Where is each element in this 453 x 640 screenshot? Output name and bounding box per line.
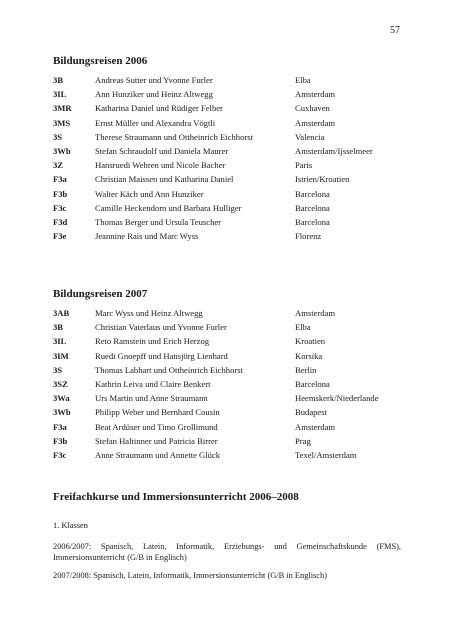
teachers: Urs Martin und Anne Straumann (95, 393, 208, 404)
class-code: 3IL (53, 89, 67, 100)
class-code: 3SZ (53, 379, 68, 390)
table-row (53, 363, 403, 377)
destination: Heemskerk/Niederlande (295, 393, 379, 404)
table-row (53, 201, 403, 215)
table-row (53, 229, 403, 243)
destination: Elba (295, 75, 311, 85)
teachers: Anne Straumann und Annette Glück (95, 450, 221, 461)
destination: Valencia (295, 131, 325, 142)
teachers: Ruedi Gnoepff und Hansjörg Lienhard (95, 350, 228, 361)
teachers: Christian Maissen und Katharina Daniel (95, 174, 234, 185)
destination: Budapest (295, 407, 327, 418)
class-code: 3MR (53, 103, 72, 114)
table-row (53, 448, 403, 462)
class-code: F3c (53, 202, 67, 213)
destination: Amsterdam (295, 421, 336, 432)
teachers: Katharina Daniel und Rüdiger Felber (95, 103, 223, 114)
class-code: 3IL (53, 336, 67, 347)
table-row (53, 187, 403, 201)
section-title: Bildungsreisen 2006 (53, 55, 148, 67)
class-code: F3e (53, 231, 67, 242)
teachers: Stefan Haltinner und Patricia Birrer (95, 435, 218, 446)
page-number: 57 (390, 25, 400, 36)
table-row (53, 306, 403, 320)
class-code: 3IM (53, 350, 69, 361)
destination: Barcelona (295, 217, 330, 228)
destination: Barcelona (295, 202, 330, 213)
teachers: Walter Käch und Ann Hunziker (95, 188, 204, 199)
destination: Prag (295, 435, 311, 446)
destination: Amsterdam (295, 117, 336, 128)
table-row (53, 73, 403, 87)
destination: Paris (295, 160, 313, 171)
class-code: 3Wa (53, 393, 70, 404)
table-row (53, 130, 403, 144)
class-code: 3Wb (53, 146, 71, 157)
teachers: Ann Hunziker und Heinz Altwegg (95, 89, 213, 100)
table-row (53, 215, 403, 229)
teachers: Jeannine Rais und Marc Wyss (95, 231, 199, 242)
trips-table (53, 306, 403, 462)
class-code: 3Wb (53, 407, 71, 418)
freifach-subheading: 1. Klassen (53, 521, 88, 530)
teachers: Marc Wyss und Heinz Altwegg (95, 308, 203, 318)
destination: Kroatien (295, 336, 326, 347)
destination: Amsterdam (295, 308, 336, 318)
class-code: F3a (53, 421, 67, 432)
table-row (53, 144, 403, 158)
class-code: F3d (53, 217, 68, 228)
class-code: F3c (53, 450, 67, 461)
teachers: Thomas Berger und Ursula Teuscher (95, 217, 222, 228)
teachers: Therese Straumann und Ottheinrich Eichhorst (95, 131, 253, 142)
section-bildungsreisen-2006 (53, 55, 403, 243)
destination: Amsterdam/Ijsselmeer (295, 146, 373, 157)
teachers: Christian Vaterlaus und Yvonne Furler (95, 322, 227, 333)
section-bildungsreisen-2007 (53, 288, 403, 462)
freifach-paragraph-2006: 2006/2007: Spanisch, Latein, Informatik, Erziehungs- und Gemeinschaftskunde (FMS), Immersionsunterricht (G/B in Englisch) (53, 542, 401, 562)
teachers: Kathrin Leiva und Claire Benkert (95, 379, 211, 390)
table-row (53, 101, 403, 115)
destination: Elba (295, 322, 311, 333)
freifach-title: Freifachkurse und Immersionsunterricht 2006–2008 (53, 491, 299, 503)
table-row (53, 334, 403, 348)
class-code: F3b (53, 188, 68, 199)
destination: Berlin (295, 364, 317, 375)
teachers: Philipp Weber und Bernhard Cousin (95, 407, 220, 418)
table-row (53, 116, 403, 130)
freifach-paragraph-2007: 2007/2008: Spanisch, Latein, Informatik, Immersionsunterricht (G/B in Englisch) (53, 571, 327, 580)
destination: Texel/Amsterdam (295, 450, 357, 461)
class-code: 3AB (53, 308, 70, 318)
section-title: Bildungsreisen 2007 (53, 288, 148, 300)
teachers: Beat Ardüser und Timo Grollimund (95, 421, 218, 432)
table-row (53, 172, 403, 186)
table-row (53, 320, 403, 334)
table-row (53, 349, 403, 363)
table-row (53, 391, 403, 405)
teachers: Thomas Labhart und Ottheinrich Eichhorst (95, 364, 243, 375)
destination: Istrien/Kroatien (295, 174, 350, 185)
class-code: 3S (53, 364, 63, 375)
destination: Barcelona (295, 379, 330, 390)
table-row (53, 434, 403, 448)
teachers: Stefan Schraudolf und Daniela Maurer (95, 146, 229, 157)
teachers: Andreas Sutter und Yvonne Furler (95, 75, 213, 85)
class-code: 3B (53, 322, 64, 333)
class-code: 3B (53, 75, 64, 85)
table-row (53, 420, 403, 434)
teachers: Ernst Müller und Alexandra Vögtli (95, 117, 216, 128)
table-row (53, 158, 403, 172)
destination: Amsterdam (295, 89, 336, 100)
destination: Cuxhaven (295, 103, 330, 114)
trips-table (53, 73, 403, 243)
destination: Florenz (295, 231, 322, 242)
class-code: 3Z (53, 160, 64, 171)
table-row (53, 377, 403, 391)
teachers: Reto Ramstein und Erich Herzog (95, 336, 210, 347)
class-code: F3b (53, 435, 68, 446)
table-row (53, 87, 403, 101)
class-code: 3MS (53, 117, 71, 128)
teachers: Camille Heckendorn und Barbara Hulliger (95, 202, 242, 213)
teachers: Hansruedi Wehren und Nicole Bacher (95, 160, 226, 171)
destination: Korsika (295, 350, 323, 361)
destination: Barcelona (295, 188, 330, 199)
table-row (53, 405, 403, 419)
class-code: 3S (53, 131, 63, 142)
class-code: F3a (53, 174, 67, 185)
